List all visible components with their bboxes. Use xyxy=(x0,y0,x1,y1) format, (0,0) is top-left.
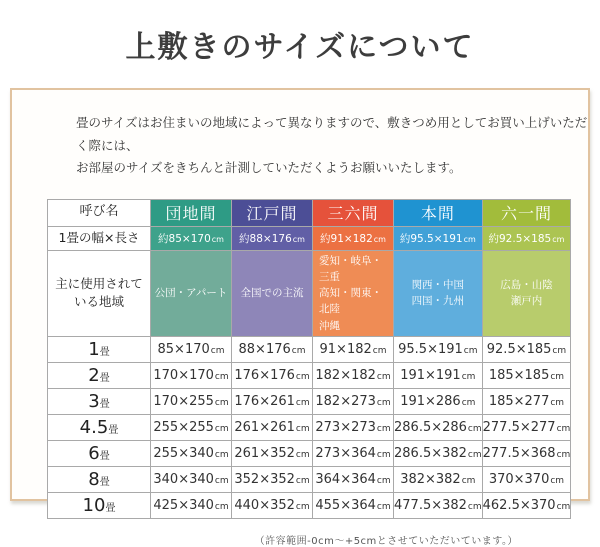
size-value: 286.5×382 xyxy=(394,445,467,461)
mat-count: 2 xyxy=(88,364,100,386)
unit-label: cm xyxy=(292,234,305,244)
size-value: 191×286 xyxy=(400,393,461,409)
unit-label: cm xyxy=(295,371,310,382)
unit-label: cm xyxy=(373,234,386,244)
tolerance-note: （許容範囲-0cm～+5cmとさせていただいています。） xyxy=(254,535,518,547)
unit-label: cm xyxy=(214,423,229,434)
mat-count: 1 xyxy=(88,338,100,360)
mat-count: 10 xyxy=(82,494,106,516)
size-value-cell xyxy=(394,466,483,492)
table-header-row xyxy=(48,199,571,226)
size-value-cell xyxy=(151,414,232,440)
size-value-cell xyxy=(482,336,571,362)
unit-label: cm xyxy=(461,475,476,486)
size-value: 261×261 xyxy=(234,419,295,435)
unit-label: cm xyxy=(295,449,310,460)
size-value: 182×273 xyxy=(315,393,376,409)
size-value: 88×176 xyxy=(238,341,291,357)
mat-size-value: 約95.5×191 xyxy=(399,232,463,245)
row-label-3畳 xyxy=(48,388,151,414)
unit-label: cm xyxy=(467,449,482,460)
intro-text xyxy=(76,112,588,180)
region-row xyxy=(48,250,571,336)
region-cell: 全国での主流 xyxy=(232,250,313,336)
size-value: 382×382 xyxy=(400,471,461,487)
size-value-cell xyxy=(482,440,571,466)
size-value-cell xyxy=(151,466,232,492)
row-header-size: 1畳の幅×長さ xyxy=(48,226,151,250)
size-value: 191×191 xyxy=(400,367,461,383)
table-row xyxy=(48,362,571,388)
unit-label: cm xyxy=(376,397,391,408)
unit-label: cm xyxy=(295,423,310,434)
table-row xyxy=(48,336,571,362)
content-panel xyxy=(10,88,590,547)
size-value: 85×170 xyxy=(157,341,210,357)
column-header-本間: 本間 xyxy=(394,199,483,226)
size-value: 277.5×277 xyxy=(482,419,556,435)
row-label-6畳 xyxy=(48,440,151,466)
mat-size-value: 約85×170 xyxy=(158,232,211,245)
unit-label: cm xyxy=(556,501,571,512)
unit-label: cm xyxy=(295,397,310,408)
size-value: 185×277 xyxy=(488,393,550,409)
size-value: 255×255 xyxy=(153,419,214,435)
table-row xyxy=(48,414,571,440)
size-value-cell xyxy=(313,388,394,414)
size-value-cell xyxy=(151,492,232,518)
size-value: 91×182 xyxy=(319,341,372,357)
unit-label: cm xyxy=(214,475,229,486)
size-value-cell xyxy=(151,388,232,414)
mat-count: 6 xyxy=(88,442,100,464)
size-value-cell xyxy=(232,388,313,414)
size-value-cell xyxy=(482,414,571,440)
unit-label: cm xyxy=(556,449,571,460)
row-header-region: 主に使用されて いる地域 xyxy=(48,250,151,336)
unit-label: cm xyxy=(214,449,229,460)
unit-label: cm xyxy=(210,345,225,356)
unit-label: cm xyxy=(552,234,565,244)
size-value: 185×185 xyxy=(488,367,550,383)
size-value: 277.5×368 xyxy=(482,445,556,461)
size-value: 364×364 xyxy=(315,471,376,487)
unit-label: cm xyxy=(467,501,482,512)
unit-label: cm xyxy=(550,397,565,408)
size-value: 477.5×382 xyxy=(394,497,467,513)
size-value-cell xyxy=(394,414,483,440)
unit-label: cm xyxy=(461,397,476,408)
mat-count-unit: 畳 xyxy=(99,346,110,358)
row-label-1畳 xyxy=(48,336,151,362)
size-value-cell xyxy=(151,440,232,466)
region-cell: 広島・山陰 瀬戸内 xyxy=(482,250,571,336)
size-value: 176×261 xyxy=(234,393,295,409)
region-cell: 愛知・岐阜・三重 高知・関東・北陸 沖縄 xyxy=(313,250,394,336)
unit-label: cm xyxy=(214,397,229,408)
size-value-cell xyxy=(482,492,571,518)
size-value-cell xyxy=(313,414,394,440)
size-value: 255×340 xyxy=(153,445,214,461)
mat-size-cell xyxy=(482,226,571,250)
table-row xyxy=(48,492,571,518)
mat-size-value: 約88×176 xyxy=(239,232,292,245)
size-value-cell xyxy=(313,336,394,362)
size-value-cell xyxy=(232,414,313,440)
unit-label: cm xyxy=(463,234,476,244)
size-value-cell xyxy=(394,362,483,388)
size-value: 176×176 xyxy=(234,367,295,383)
size-value-cell xyxy=(313,466,394,492)
page-title: 上敷きのサイズについて xyxy=(125,30,475,65)
size-value: 261×352 xyxy=(234,445,295,461)
size-value: 95.5×191 xyxy=(398,341,463,357)
unit-label: cm xyxy=(550,371,565,382)
unit-label: cm xyxy=(376,475,391,486)
size-value-cell xyxy=(232,362,313,388)
region-cell: 関西・中国 四国・九州 xyxy=(394,250,483,336)
size-value-cell xyxy=(313,362,394,388)
mat-count: 4.5 xyxy=(79,416,109,438)
size-value-cell xyxy=(232,466,313,492)
intro-line-1: 畳のサイズはお住まいの地域によって異なりますので、敷きつめ用としてお買い上げいただく際には、 xyxy=(76,115,588,153)
size-value: 352×352 xyxy=(234,471,295,487)
size-value-cell xyxy=(482,466,571,492)
unit-label: cm xyxy=(556,423,571,434)
unit-label: cm xyxy=(461,371,476,382)
size-value-cell xyxy=(394,336,483,362)
mat-size-value: 約92.5×185 xyxy=(488,232,552,245)
size-value: 273×273 xyxy=(315,419,376,435)
size-value-cell xyxy=(232,492,313,518)
mat-count: 3 xyxy=(88,390,100,412)
mat-count-unit: 畳 xyxy=(105,502,116,514)
mat-size-row xyxy=(48,226,571,250)
mat-count-unit: 畳 xyxy=(99,450,110,462)
unit-label: cm xyxy=(376,423,391,434)
row-label-2畳 xyxy=(48,362,151,388)
size-value-cell xyxy=(394,440,483,466)
size-value: 170×170 xyxy=(153,367,214,383)
size-value: 286.5×286 xyxy=(394,419,467,435)
unit-label: cm xyxy=(376,371,391,382)
row-label-8畳 xyxy=(48,466,151,492)
mat-size-cell xyxy=(151,226,232,250)
mat-size-cell xyxy=(394,226,483,250)
column-header-団地間: 団地間 xyxy=(151,199,232,226)
size-value: 170×255 xyxy=(153,393,214,409)
size-value: 440×352 xyxy=(234,497,295,513)
row-label-10畳 xyxy=(48,492,151,518)
mat-count-unit: 畳 xyxy=(99,372,110,384)
size-value-cell xyxy=(151,362,232,388)
size-value-cell xyxy=(482,388,571,414)
mat-count-unit: 畳 xyxy=(108,424,119,436)
region-cell: 公団・アパート xyxy=(151,250,232,336)
row-header-name: 呼び名 xyxy=(48,199,151,226)
mat-count-unit: 畳 xyxy=(99,398,110,410)
unit-label: cm xyxy=(467,423,482,434)
mat-count: 8 xyxy=(88,468,100,490)
column-header-六一間: 六一間 xyxy=(482,199,571,226)
unit-label: cm xyxy=(463,345,478,356)
mat-size-value: 約91×182 xyxy=(320,232,373,245)
size-value-cell xyxy=(232,336,313,362)
size-value: 273×364 xyxy=(315,445,376,461)
size-value: 92.5×185 xyxy=(486,341,552,357)
size-value: 370×370 xyxy=(488,471,550,487)
table-row xyxy=(48,466,571,492)
unit-label: cm xyxy=(214,501,229,512)
unit-label: cm xyxy=(376,449,391,460)
unit-label: cm xyxy=(372,345,387,356)
size-value-cell xyxy=(232,440,313,466)
table-row xyxy=(48,440,571,466)
column-header-三六間: 三六間 xyxy=(313,199,394,226)
mat-size-cell xyxy=(232,226,313,250)
size-value: 455×364 xyxy=(315,497,376,513)
tatami-size-table xyxy=(47,199,571,519)
intro-line-2: お部屋のサイズをきちんと計測していただくようお願いいたします。 xyxy=(76,160,462,175)
unit-label: cm xyxy=(552,345,567,356)
unit-label: cm xyxy=(211,234,224,244)
table-row xyxy=(48,388,571,414)
unit-label: cm xyxy=(291,345,306,356)
size-value: 340×340 xyxy=(153,471,214,487)
column-header-江戸間: 江戸間 xyxy=(232,199,313,226)
size-value-cell xyxy=(482,362,571,388)
size-value-cell xyxy=(313,440,394,466)
unit-label: cm xyxy=(295,475,310,486)
size-value: 462.5×370 xyxy=(482,497,556,513)
unit-label: cm xyxy=(376,501,391,512)
row-label-4.5畳 xyxy=(48,414,151,440)
mat-count-unit: 畳 xyxy=(99,476,110,488)
mat-size-cell xyxy=(313,226,394,250)
size-value-cell xyxy=(151,336,232,362)
size-value-cell xyxy=(394,492,483,518)
unit-label: cm xyxy=(295,501,310,512)
size-value: 182×182 xyxy=(315,367,376,383)
size-value-cell xyxy=(394,388,483,414)
size-value: 425×340 xyxy=(153,497,214,513)
size-value-cell xyxy=(313,492,394,518)
unit-label: cm xyxy=(214,371,229,382)
unit-label: cm xyxy=(550,475,565,486)
